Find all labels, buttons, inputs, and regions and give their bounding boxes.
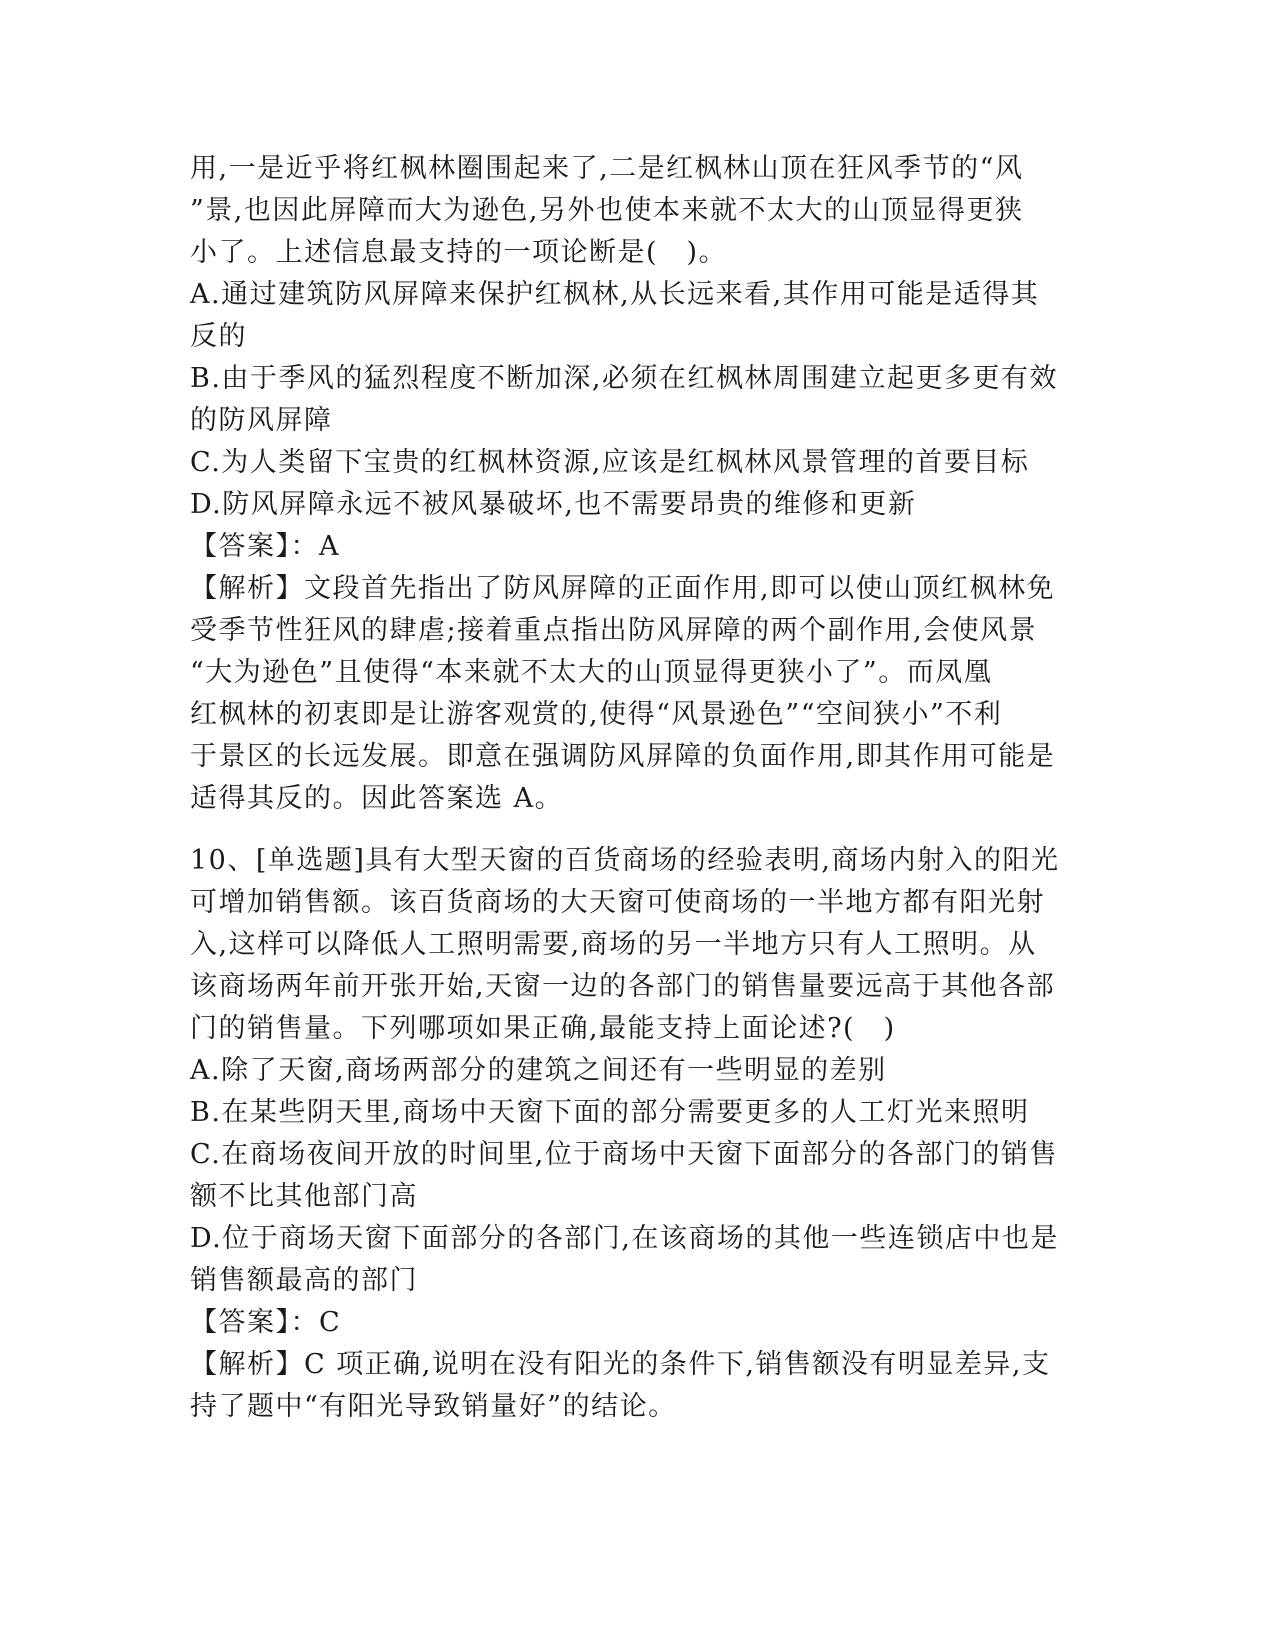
question-9-option-c: C.为人类留下宝贵的红枫林资源,应该是红枫林风景管理的首要目标: [190, 447, 1030, 478]
document-body: [190, 148, 1080, 1428]
analysis-line: 红枫林的初衷即是让游客观赏的,使得“风景逊色”“空间狭小”不利: [190, 699, 1003, 730]
option-line: 的防风屏障: [190, 405, 333, 436]
question-9-stem: [190, 148, 1080, 274]
stem-line: ”景,也因此屏障而大为逊色,另外也使本来就不太大的山顶显得更狭: [190, 195, 1024, 226]
stem-line: 门的销售量。下列哪项如果正确,最能支持上面论述?( ): [190, 1013, 896, 1044]
option-line: 额不比其他部门高: [190, 1181, 418, 1212]
question-10-answer: 【答案】：C: [190, 1307, 342, 1338]
analysis-line: 于景区的长远发展。即意在强调防风屏障的负面作用,即其作用可能是: [190, 741, 1056, 772]
analysis-line: 【解析】C 项正确,说明在没有阳光的条件下,销售额没有明显差异,支: [190, 1349, 1051, 1380]
question-10-option-b: B.在某些阴天里,商场中天窗下面的部分需要更多的人工灯光来照明: [190, 1097, 1030, 1128]
option-line: D.位于商场天窗下面部分的各部门,在该商场的其他一些连锁店中也是: [190, 1223, 1059, 1254]
question-10-option-a: A.除了天窗,商场两部分的建筑之间还有一些明显的差别: [190, 1055, 887, 1086]
stem-line: 10、[单选题]具有大型天窗的百货商场的经验表明,商场内射入的阳光: [190, 845, 1060, 876]
question-9-option-a: [190, 274, 1080, 358]
question-9-option-d: D.防风屏障永远不被风暴破坏,也不需要昂贵的维修和更新: [190, 489, 917, 520]
analysis-line: 受季节性狂风的肆虐;接着重点指出防风屏障的两个副作用,会使风景: [190, 615, 1038, 646]
option-line: A.通过建筑防风屏障来保护红枫林,从长远来看,其作用可能是适得其: [190, 279, 1040, 310]
stem-line: 入,这样可以降低人工照明需要,商场的另一半地方只有人工照明。从: [190, 929, 1037, 960]
option-line: B.由于季风的猛烈程度不断加深,必须在红枫林周围建立起更多更有效: [190, 363, 1059, 394]
question-9: [190, 148, 1080, 820]
analysis-line: 适得其反的。因此答案选 A。: [190, 783, 564, 814]
question-10: [190, 840, 1080, 1428]
question-9-option-b: [190, 358, 1080, 442]
stem-line: 用,一是近乎将红枫林圈围起来了,二是红枫林山顶在狂风季节的“风: [190, 153, 1024, 184]
question-9-answer: 【答案】：A: [190, 531, 340, 562]
stem-line: 可增加销售额。该百货商场的大天窗可使商场的一半地方都有阳光射: [190, 887, 1045, 918]
analysis-line: 持了题中“有阳光导致销量好”的结论。: [190, 1391, 677, 1422]
option-line: 销售额最高的部门: [190, 1265, 418, 1296]
analysis-line: “大为逊色”且使得“本来就不太大的山顶显得更狭小了”。而凤凰: [190, 657, 993, 688]
question-10-option-c: [190, 1134, 1080, 1218]
question-10-analysis: [190, 1344, 1080, 1428]
question-10-option-d: [190, 1218, 1080, 1302]
question-divider-gap: [190, 820, 1080, 840]
option-line: 反的: [190, 321, 247, 352]
stem-line: 该商场两年前开张开始,天窗一边的各部门的销售量要远高于其他各部: [190, 971, 1056, 1002]
question-9-analysis: [190, 568, 1080, 820]
option-line: C.在商场夜间开放的时间里,位于商场中天窗下面部分的各部门的销售: [190, 1139, 1058, 1170]
analysis-line: 【解析】文段首先指出了防风屏障的正面作用,即可以使山顶红枫林免: [190, 573, 1056, 604]
stem-line: 小了。上述信息最支持的一项论断是( )。: [190, 237, 728, 268]
question-10-stem: [190, 840, 1080, 1050]
